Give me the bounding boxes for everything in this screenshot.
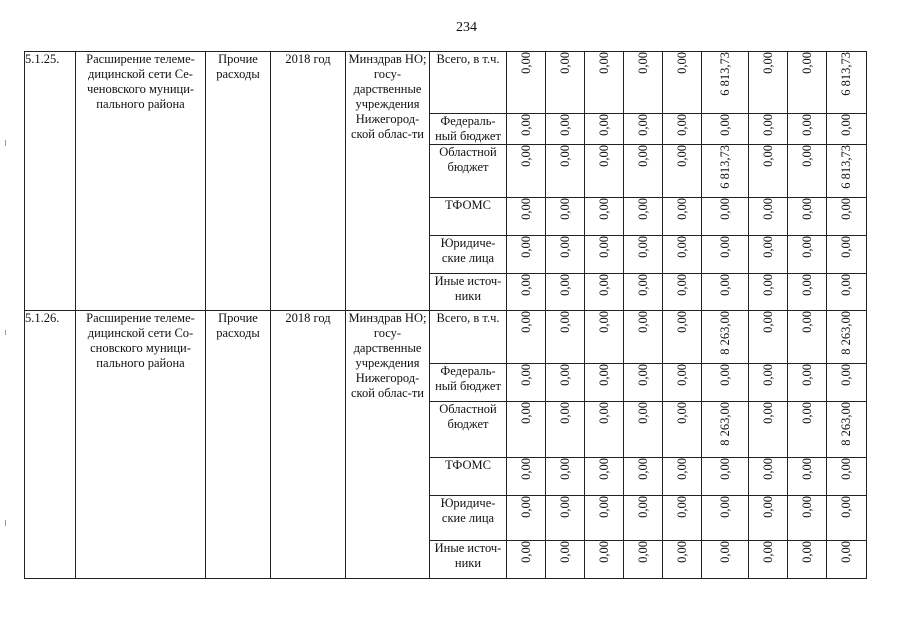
- amount-value: 6 813,73: [839, 145, 853, 189]
- amount-value: 0,00: [717, 496, 732, 518]
- amount-cell: [585, 274, 624, 311]
- amount-value: 0,00: [839, 198, 853, 220]
- amount-value: 0,00: [674, 274, 689, 296]
- amount-cell: [663, 198, 702, 236]
- amount-cell: [827, 311, 867, 364]
- amount-cell: [663, 458, 702, 496]
- amount-cell: [702, 145, 749, 198]
- amount-cell: [624, 402, 663, 458]
- amount-cell: [507, 496, 546, 541]
- amount-cell: [507, 402, 546, 458]
- amount-value: 8 263,00: [839, 311, 853, 355]
- funding-source: Областной бюджет: [430, 402, 507, 458]
- amount-value: 0,00: [839, 458, 853, 480]
- amount-cell: [585, 114, 624, 145]
- amount-cell: [546, 458, 585, 496]
- expense-type: Прочие расходы: [206, 311, 271, 579]
- amount-cell: [663, 274, 702, 311]
- amount-value: 0,00: [717, 198, 732, 220]
- amount-cell: [585, 311, 624, 364]
- amount-value: 0,00: [799, 458, 814, 480]
- amount-cell: [546, 52, 585, 114]
- amount-value: 0,00: [557, 402, 572, 424]
- amount-value: 0,00: [557, 364, 572, 386]
- amount-cell: [546, 541, 585, 579]
- amount-value: 0,00: [760, 541, 775, 563]
- amount-cell: [749, 364, 788, 402]
- page-number: 234: [456, 20, 477, 35]
- amount-value: 8 263,00: [717, 311, 732, 355]
- amount-cell: [788, 198, 827, 236]
- amount-cell: [585, 458, 624, 496]
- amount-value: 0,00: [760, 311, 775, 333]
- amount-cell: [827, 198, 867, 236]
- amount-cell: [585, 402, 624, 458]
- amount-value: 0,00: [760, 458, 775, 480]
- amount-value: 8 263,00: [839, 402, 853, 446]
- scan-artifact: [5, 520, 6, 526]
- amount-value: 0,00: [596, 364, 611, 386]
- amount-cell: [546, 364, 585, 402]
- amount-cell: [507, 364, 546, 402]
- amount-value: 0,00: [839, 274, 853, 296]
- amount-value: 0,00: [674, 364, 689, 386]
- amount-cell: [585, 52, 624, 114]
- amount-cell: [663, 311, 702, 364]
- item-name: Расширение телеме-дицинской сети Се-ченовского муници-пального района: [76, 52, 206, 311]
- amount-value: 0,00: [557, 145, 572, 167]
- amount-cell: [546, 402, 585, 458]
- amount-cell: [624, 236, 663, 274]
- amount-cell: [827, 236, 867, 274]
- amount-cell: [624, 198, 663, 236]
- amount-cell: [749, 458, 788, 496]
- amount-cell: [702, 274, 749, 311]
- amount-value: 0,00: [674, 458, 689, 480]
- budget-table-body: [25, 52, 867, 579]
- amount-value: 0,00: [760, 364, 775, 386]
- amount-cell: [624, 145, 663, 198]
- funding-source: ТФОМС: [430, 458, 507, 496]
- amount-value: 0,00: [635, 541, 650, 563]
- amount-cell: [749, 496, 788, 541]
- amount-cell: [585, 145, 624, 198]
- amount-value: 0,00: [717, 364, 732, 386]
- amount-cell: [788, 364, 827, 402]
- amount-cell: [788, 236, 827, 274]
- amount-cell: [702, 402, 749, 458]
- amount-value: 0,00: [799, 236, 814, 258]
- amount-cell: [624, 274, 663, 311]
- funding-source: Федераль-ный бюджет: [430, 114, 507, 145]
- amount-value: 0,00: [674, 496, 689, 518]
- amount-cell: [663, 541, 702, 579]
- amount-value: 0,00: [557, 236, 572, 258]
- amount-value: 6 813,73: [717, 145, 732, 189]
- amount-cell: [749, 541, 788, 579]
- funding-source: Всего, в т.ч.: [430, 52, 507, 114]
- amount-value: 0,00: [674, 236, 689, 258]
- amount-cell: [827, 145, 867, 198]
- amount-value: 0,00: [635, 198, 650, 220]
- amount-value: 0,00: [799, 311, 814, 333]
- amount-cell: [749, 198, 788, 236]
- amount-value: 0,00: [839, 114, 853, 136]
- amount-value: 0,00: [596, 52, 611, 74]
- amount-cell: [663, 114, 702, 145]
- scan-artifact: [5, 140, 6, 146]
- amount-cell: [827, 364, 867, 402]
- amount-cell: [749, 274, 788, 311]
- amount-value: 0,00: [518, 52, 533, 74]
- amount-value: 0,00: [635, 458, 650, 480]
- funding-source: Иные источ-ники: [430, 541, 507, 579]
- amount-value: 0,00: [674, 114, 689, 136]
- amount-cell: [507, 52, 546, 114]
- amount-cell: [788, 274, 827, 311]
- funding-source: Областной бюджет: [430, 145, 507, 198]
- amount-value: 0,00: [674, 541, 689, 563]
- amount-value: 0,00: [799, 496, 814, 518]
- amount-cell: [546, 198, 585, 236]
- amount-cell: [749, 236, 788, 274]
- amount-value: 6 813,73: [717, 52, 732, 96]
- amount-value: 0,00: [760, 402, 775, 424]
- amount-cell: [788, 458, 827, 496]
- amount-cell: [585, 541, 624, 579]
- amount-cell: [546, 496, 585, 541]
- amount-value: 0,00: [596, 402, 611, 424]
- amount-value: 0,00: [799, 52, 814, 74]
- executor: Минздрав НО; госу-дарственные учреждения Нижегород-ской облас-ти: [346, 52, 430, 311]
- amount-cell: [827, 52, 867, 114]
- amount-value: 0,00: [596, 236, 611, 258]
- amount-value: 0,00: [557, 114, 572, 136]
- amount-value: 0,00: [635, 52, 650, 74]
- amount-value: 0,00: [635, 114, 650, 136]
- funding-source: Юридиче-ские лица: [430, 496, 507, 541]
- amount-cell: [749, 52, 788, 114]
- amount-value: 0,00: [518, 236, 533, 258]
- amount-value: 0,00: [518, 364, 533, 386]
- amount-cell: [749, 145, 788, 198]
- amount-value: 0,00: [799, 402, 814, 424]
- amount-cell: [507, 236, 546, 274]
- amount-value: 0,00: [799, 114, 814, 136]
- amount-value: 0,00: [557, 198, 572, 220]
- amount-cell: [788, 541, 827, 579]
- amount-value: 0,00: [635, 274, 650, 296]
- amount-value: 0,00: [839, 236, 853, 258]
- funding-source: ТФОМС: [430, 198, 507, 236]
- amount-cell: [702, 496, 749, 541]
- amount-cell: [663, 402, 702, 458]
- amount-value: 0,00: [760, 114, 775, 136]
- amount-cell: [788, 52, 827, 114]
- amount-value: 0,00: [635, 236, 650, 258]
- amount-cell: [827, 541, 867, 579]
- amount-cell: [624, 541, 663, 579]
- amount-value: 0,00: [557, 496, 572, 518]
- amount-cell: [507, 145, 546, 198]
- amount-value: 0,00: [760, 274, 775, 296]
- expense-type: Прочие расходы: [206, 52, 271, 311]
- amount-value: 0,00: [635, 145, 650, 167]
- amount-value: 0,00: [760, 198, 775, 220]
- amount-cell: [827, 274, 867, 311]
- amount-cell: [788, 114, 827, 145]
- funding-source: Всего, в т.ч.: [430, 311, 507, 364]
- amount-value: 0,00: [596, 458, 611, 480]
- amount-value: 0,00: [799, 541, 814, 563]
- amount-value: 0,00: [760, 236, 775, 258]
- amount-cell: [788, 311, 827, 364]
- amount-value: 0,00: [596, 496, 611, 518]
- amount-cell: [788, 402, 827, 458]
- amount-value: 0,00: [674, 52, 689, 74]
- amount-cell: [624, 114, 663, 145]
- amount-value: 0,00: [717, 274, 732, 296]
- item-year: 2018 год: [271, 311, 346, 579]
- amount-cell: [546, 145, 585, 198]
- amount-cell: [624, 311, 663, 364]
- amount-cell: [585, 496, 624, 541]
- amount-value: 0,00: [839, 364, 853, 386]
- amount-value: 0,00: [518, 311, 533, 333]
- amount-cell: [507, 114, 546, 145]
- amount-cell: [702, 198, 749, 236]
- amount-cell: [663, 364, 702, 402]
- amount-cell: [624, 458, 663, 496]
- amount-value: 0,00: [799, 274, 814, 296]
- amount-cell: [702, 458, 749, 496]
- amount-value: 0,00: [674, 198, 689, 220]
- amount-cell: [702, 364, 749, 402]
- amount-value: 0,00: [557, 274, 572, 296]
- amount-cell: [507, 458, 546, 496]
- amount-value: 0,00: [518, 458, 533, 480]
- amount-cell: [749, 114, 788, 145]
- amount-value: 0,00: [717, 541, 732, 563]
- amount-value: 8 263,00: [717, 402, 732, 446]
- amount-value: 0,00: [635, 364, 650, 386]
- amount-cell: [507, 311, 546, 364]
- amount-value: 0,00: [717, 236, 732, 258]
- scan-artifact: [5, 330, 6, 335]
- item-code: 5.1.26.: [25, 311, 76, 579]
- amount-value: 0,00: [839, 541, 853, 563]
- amount-value: 0,00: [717, 458, 732, 480]
- amount-cell: [546, 311, 585, 364]
- amount-cell: [702, 541, 749, 579]
- amount-value: 0,00: [760, 496, 775, 518]
- amount-cell: [546, 274, 585, 311]
- amount-cell: [827, 402, 867, 458]
- funding-source: Федераль-ный бюджет: [430, 364, 507, 402]
- amount-value: 0,00: [674, 145, 689, 167]
- amount-value: 0,00: [596, 114, 611, 136]
- item-year: 2018 год: [271, 52, 346, 311]
- amount-value: 0,00: [518, 145, 533, 167]
- amount-cell: [507, 541, 546, 579]
- amount-value: 0,00: [839, 496, 853, 518]
- amount-cell: [624, 496, 663, 541]
- amount-value: 0,00: [760, 52, 775, 74]
- amount-cell: [507, 274, 546, 311]
- amount-value: 0,00: [557, 52, 572, 74]
- amount-cell: [788, 145, 827, 198]
- amount-cell: [546, 114, 585, 145]
- funding-source: Юридиче-ские лица: [430, 236, 507, 274]
- amount-value: 6 813,73: [839, 52, 853, 96]
- amount-cell: [702, 52, 749, 114]
- amount-value: 0,00: [596, 274, 611, 296]
- funding-source: Иные источ-ники: [430, 274, 507, 311]
- amount-value: 0,00: [518, 114, 533, 136]
- amount-cell: [624, 364, 663, 402]
- budget-table: [24, 51, 867, 579]
- executor: Минздрав НО; госу-дарственные учреждения Нижегород-ской облас-ти: [346, 311, 430, 579]
- amount-cell: [827, 458, 867, 496]
- amount-cell: [507, 198, 546, 236]
- amount-value: 0,00: [557, 541, 572, 563]
- amount-value: 0,00: [717, 114, 732, 136]
- table-row: [25, 52, 867, 114]
- amount-cell: [546, 236, 585, 274]
- amount-value: 0,00: [596, 198, 611, 220]
- amount-value: 0,00: [557, 458, 572, 480]
- amount-value: 0,00: [635, 496, 650, 518]
- amount-value: 0,00: [596, 145, 611, 167]
- amount-cell: [585, 198, 624, 236]
- amount-value: 0,00: [596, 541, 611, 563]
- amount-cell: [702, 114, 749, 145]
- amount-cell: [663, 52, 702, 114]
- amount-value: 0,00: [518, 496, 533, 518]
- amount-cell: [585, 364, 624, 402]
- amount-value: 0,00: [760, 145, 775, 167]
- amount-value: 0,00: [674, 311, 689, 333]
- amount-value: 0,00: [674, 402, 689, 424]
- amount-value: 0,00: [518, 274, 533, 296]
- item-code: 5.1.25.: [25, 52, 76, 311]
- amount-cell: [702, 311, 749, 364]
- amount-cell: [749, 402, 788, 458]
- amount-value: 0,00: [596, 311, 611, 333]
- item-name: Расширение телеме-дицинской сети Со-сновского муници-пального района: [76, 311, 206, 579]
- amount-value: 0,00: [635, 311, 650, 333]
- amount-value: 0,00: [635, 402, 650, 424]
- table-row: [25, 311, 867, 364]
- amount-value: 0,00: [518, 198, 533, 220]
- amount-cell: [827, 114, 867, 145]
- amount-value: 0,00: [799, 364, 814, 386]
- amount-value: 0,00: [518, 541, 533, 563]
- amount-value: 0,00: [557, 311, 572, 333]
- amount-cell: [827, 496, 867, 541]
- amount-cell: [663, 496, 702, 541]
- amount-cell: [624, 52, 663, 114]
- amount-cell: [663, 145, 702, 198]
- amount-value: 0,00: [799, 145, 814, 167]
- amount-cell: [663, 236, 702, 274]
- amount-cell: [585, 236, 624, 274]
- amount-cell: [749, 311, 788, 364]
- amount-value: 0,00: [799, 198, 814, 220]
- amount-value: 0,00: [518, 402, 533, 424]
- amount-cell: [788, 496, 827, 541]
- amount-cell: [702, 236, 749, 274]
